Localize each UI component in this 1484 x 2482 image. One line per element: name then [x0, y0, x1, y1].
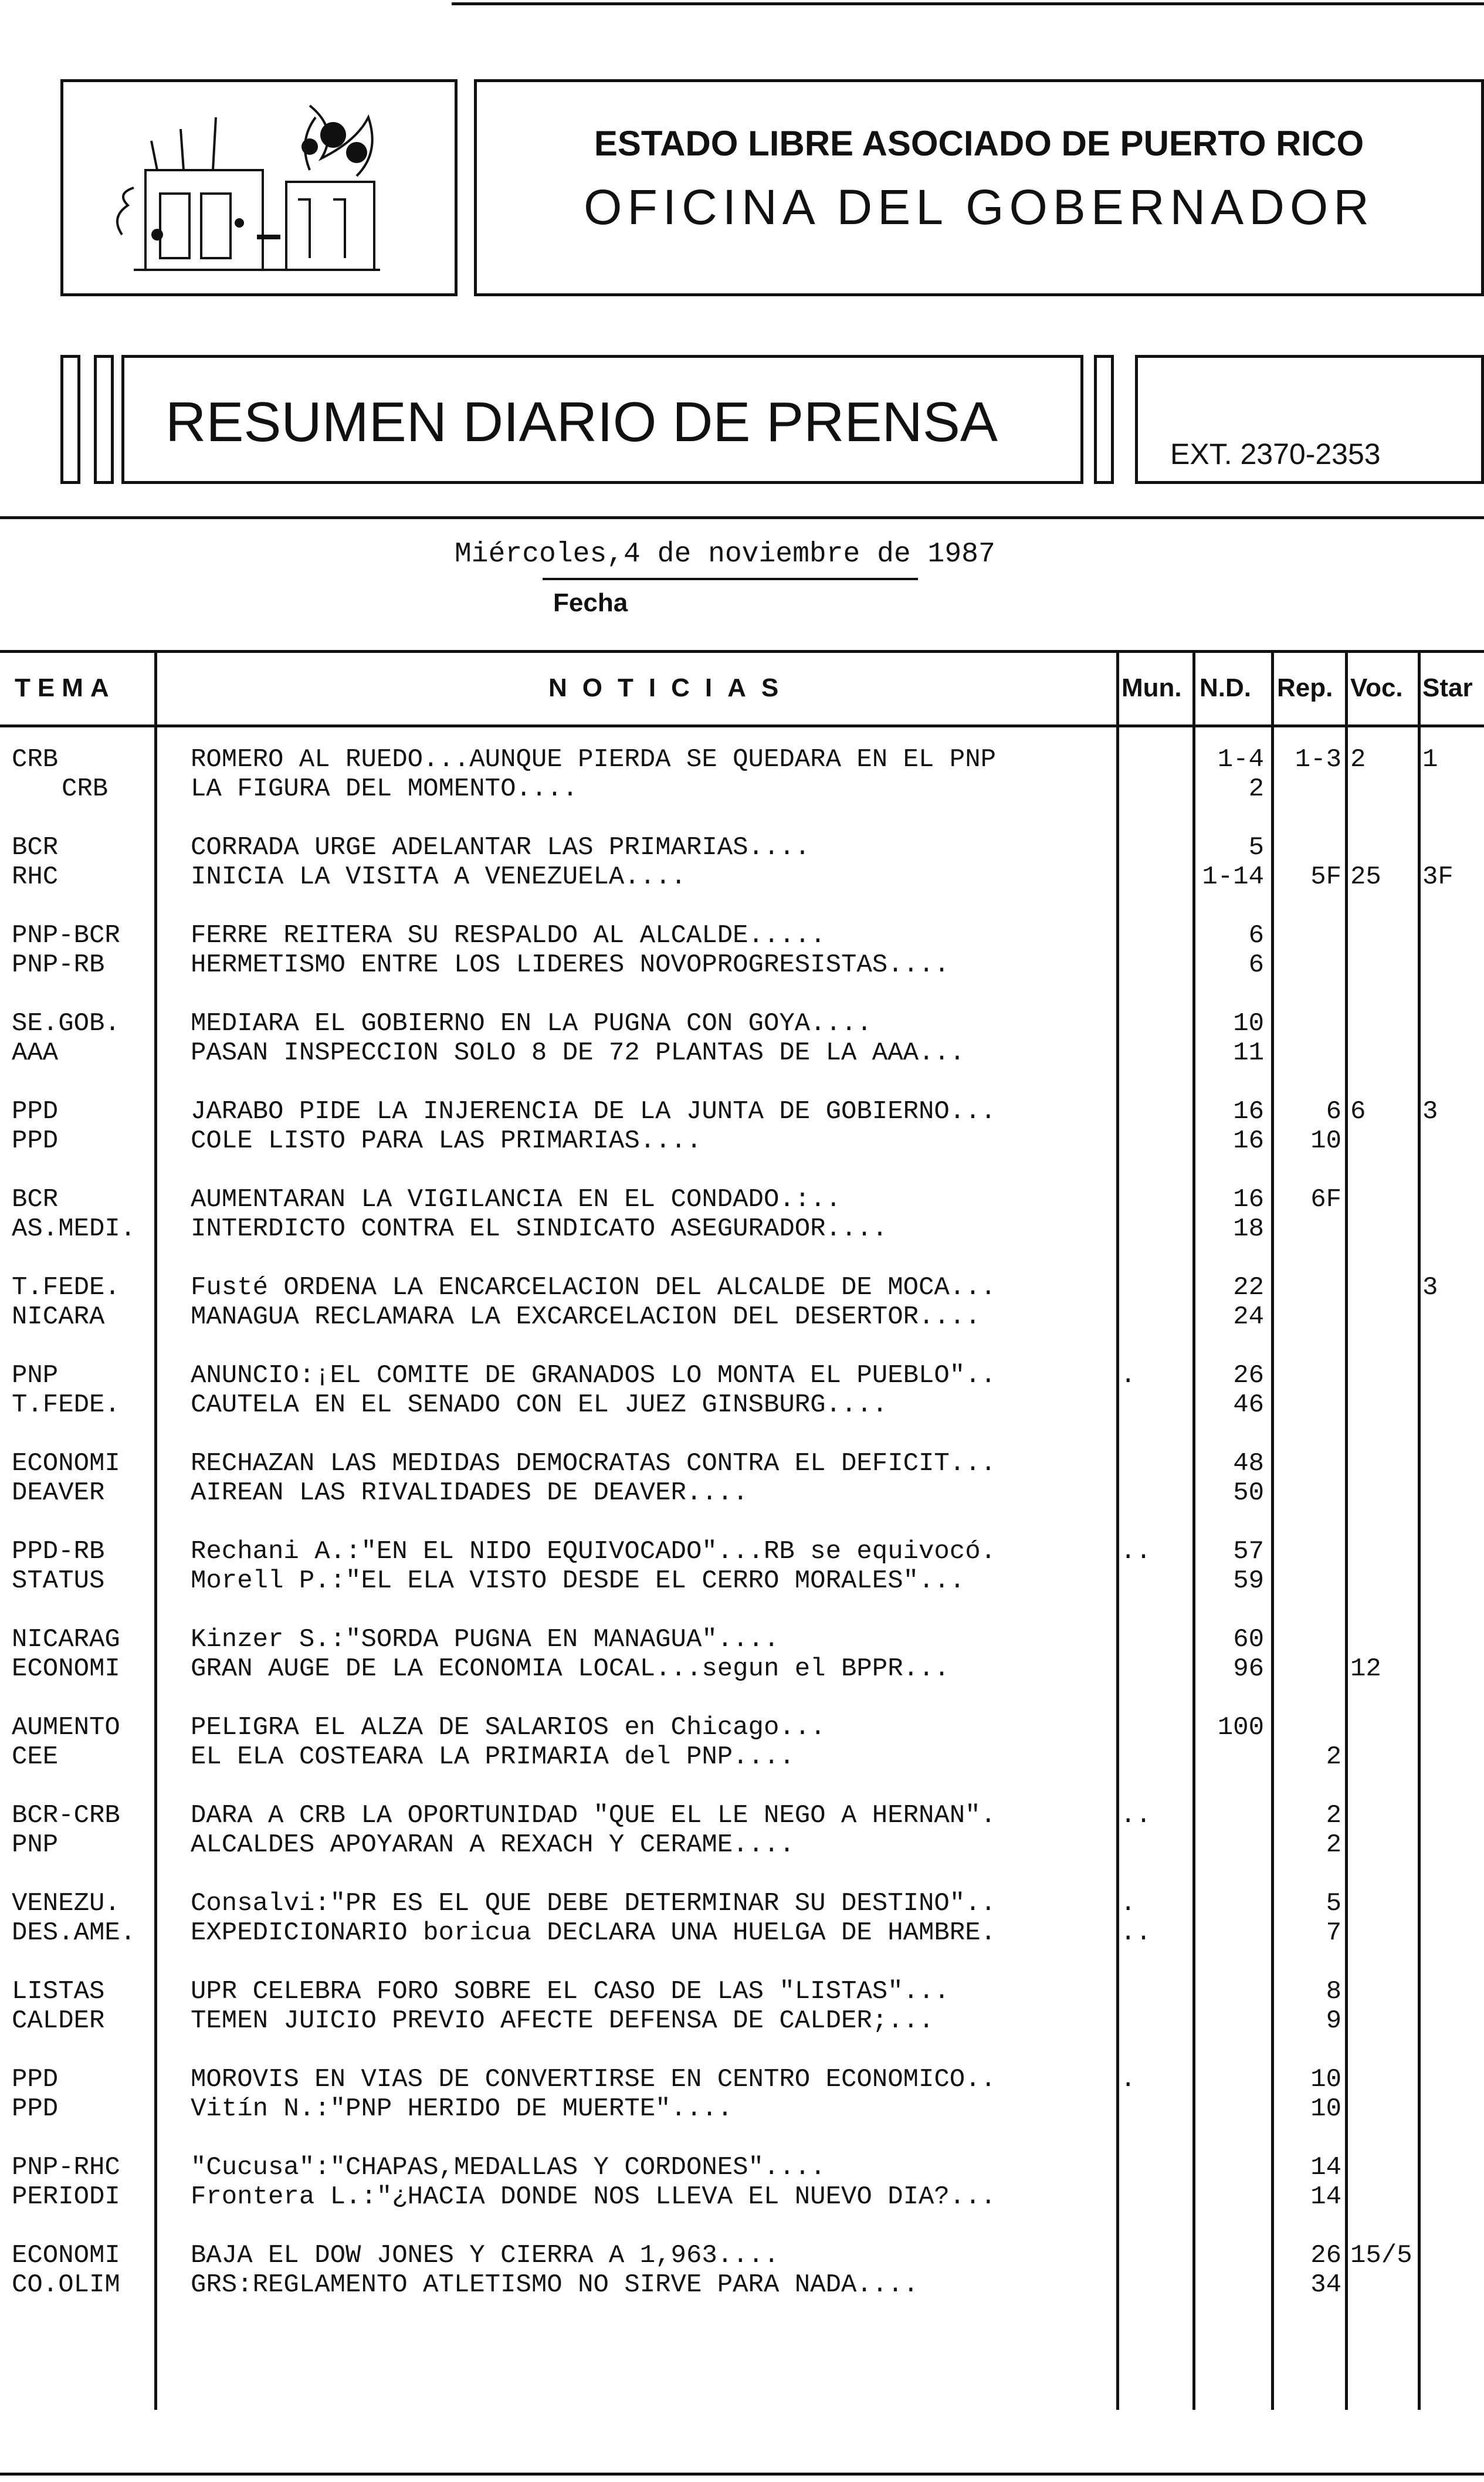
tema-cell: PPD-RB	[12, 1537, 105, 1566]
noticia-cell: ROMERO AL RUEDO...AUNQUE PIERDA SE QUEDARA EN EL PNP	[191, 745, 997, 774]
col-divider-noticias	[1116, 650, 1119, 2410]
logo-box	[60, 79, 458, 296]
fecha-label: Fecha	[553, 588, 628, 617]
noticia-cell: Morell P.:"EL ELA VISTO DESDE EL CERRO MORALES"...	[191, 1566, 965, 1596]
voc-cell: 15/5	[1350, 2241, 1412, 2270]
nd-cell: 16	[1233, 1126, 1264, 1156]
noticia-cell: MANAGUA RECLAMARA LA EXCARCELACION DEL DESERTOR....	[191, 1302, 981, 1332]
noticia-cell: AIREAN LAS RIVALIDADES DE DEAVER....	[191, 1478, 748, 1508]
tema-cell: BCR-CRB	[12, 1801, 120, 1830]
noticia-cell: ANUNCIO:¡EL COMITE DE GRANADOS LO MONTA EL PUEBLO"..	[191, 1361, 997, 1390]
ext-box	[1135, 355, 1484, 484]
noticia-cell: UPR CELEBRA FORO SOBRE EL CASO DE LAS "LISTAS"...	[191, 1977, 950, 2006]
tema-cell: PNP	[12, 1830, 59, 1860]
rep-cell: 8	[1326, 1977, 1341, 2006]
noticia-cell: AUMENTARAN LA VIGILANCIA EN EL CONDADO.:..	[191, 1185, 841, 1214]
nd-cell: 46	[1233, 1390, 1264, 1420]
tema-cell: NICARAG	[12, 1625, 120, 1654]
noticia-cell: Kinzer S.:"SORDA PUGNA EN MANAGUA"....	[191, 1625, 780, 1654]
header-star: Star	[1422, 673, 1473, 702]
noticia-cell: GRAN AUGE DE LA ECONOMIA LOCAL...segun el BPPR...	[191, 1654, 950, 1684]
rep-cell: 2	[1326, 1742, 1341, 1772]
noticia-cell: GRS:REGLAMENTO ATLETISMO NO SIRVE PARA NADA....	[191, 2270, 919, 2300]
rep-cell: 34	[1310, 2270, 1341, 2300]
noticia-cell: Fusté ORDENA LA ENCARCELACION DEL ALCALDE DE MOCA...	[191, 1273, 997, 1302]
tema-cell: PNP-RB	[12, 950, 105, 980]
mun-cell: ..	[1120, 1918, 1151, 1948]
estado-heading: ESTADO LIBRE ASOCIADO DE PUERTO RICO	[594, 124, 1364, 163]
banner-bar-left-1	[60, 355, 80, 484]
tema-cell: PPD	[12, 2065, 59, 2094]
nd-cell: 57	[1233, 1537, 1264, 1566]
header-noticias: NOTICIAS	[548, 673, 794, 702]
table-top-rule	[0, 650, 1484, 653]
tema-cell: AAA	[12, 1038, 59, 1068]
tema-cell: NICARA	[12, 1302, 105, 1332]
noticia-cell: HERMETISMO ENTRE LOS LIDERES NOVOPROGRESISTAS....	[191, 950, 950, 980]
tema-cell: AS.MEDI.	[12, 1214, 136, 1244]
voc-cell: 6	[1350, 1097, 1366, 1126]
rep-cell: 14	[1310, 2153, 1341, 2182]
noticia-cell: DARA A CRB LA OPORTUNIDAD "QUE EL LE NEGO A HERNAN".	[191, 1801, 997, 1830]
table-header-rule	[0, 724, 1484, 727]
tema-cell: DES.AME.	[12, 1918, 136, 1948]
col-divider-mun	[1192, 650, 1195, 2410]
tema-cell: BCR	[12, 1185, 59, 1214]
tema-cell: RHC	[12, 862, 59, 892]
noticia-cell: EXPEDICIONARIO boricua DECLARA UNA HUELGA DE HAMBRE.	[191, 1918, 997, 1948]
voc-cell: 25	[1350, 862, 1381, 892]
tema-cell: STATUS	[12, 1566, 105, 1596]
noticia-cell: COLE LISTO PARA LAS PRIMARIAS....	[191, 1126, 702, 1156]
ext-label: EXT. 2370-2353	[1170, 438, 1381, 470]
tema-cell: ECONOMI	[12, 2241, 120, 2270]
nd-cell: 5	[1248, 833, 1264, 862]
mun-cell: .	[1120, 1361, 1136, 1390]
nd-cell: 60	[1233, 1625, 1264, 1654]
banner-bar-left-2	[94, 355, 114, 484]
tema-cell: PPD	[12, 1097, 59, 1126]
tema-cell: CEE	[12, 1742, 59, 1772]
tema-cell: DEAVER	[12, 1478, 105, 1508]
tema-cell: T.FEDE.	[12, 1273, 120, 1302]
noticia-cell: MEDIARA EL GOBIERNO EN LA PUGNA CON GOYA....	[191, 1009, 872, 1038]
nd-cell: 48	[1233, 1449, 1264, 1478]
noticia-cell: LA FIGURA DEL MOMENTO....	[191, 774, 578, 804]
nd-cell: 100	[1217, 1713, 1264, 1742]
noticia-cell: Consalvi:"PR ES EL QUE DEBE DETERMINAR SU DESTINO"..	[191, 1889, 997, 1918]
star-cell: 3	[1422, 1097, 1438, 1126]
rep-cell: 14	[1310, 2182, 1341, 2212]
rep-cell: 5F	[1310, 862, 1341, 892]
noticia-cell: EL ELA COSTEARA LA PRIMARIA del PNP....	[191, 1742, 795, 1772]
star-cell: 1	[1422, 745, 1438, 774]
col-divider-voc	[1418, 650, 1421, 2410]
noticia-cell: FERRE REITERA SU RESPALDO AL ALCALDE.....	[191, 921, 826, 950]
header-tema: TEMA	[15, 673, 116, 702]
fecha-underline	[543, 578, 918, 580]
nd-cell: 24	[1233, 1302, 1264, 1332]
noticia-cell: Vitín N.:"PNP HERIDO DE MUERTE"....	[191, 2094, 733, 2124]
tema-cell: LISTAS	[12, 1977, 105, 2006]
noticia-cell: RECHAZAN LAS MEDIDAS DEMOCRATAS CONTRA EL DEFICIT...	[191, 1449, 997, 1478]
rep-cell: 10	[1310, 2065, 1341, 2094]
col-divider-nd	[1271, 650, 1274, 2410]
header-rule	[0, 516, 1484, 519]
rep-cell: 2	[1326, 1830, 1341, 1860]
resumen-heading: RESUMEN DIARIO DE PRENSA	[165, 391, 998, 453]
mun-cell: ..	[1120, 1801, 1151, 1830]
rep-cell: 6	[1326, 1097, 1341, 1126]
nd-cell: 2	[1248, 774, 1264, 804]
tema-cell: PNP-BCR	[12, 921, 120, 950]
nd-cell: 10	[1233, 1009, 1264, 1038]
nd-cell: 1-14	[1202, 862, 1264, 892]
col-divider-rep	[1345, 650, 1348, 2410]
noticia-cell: JARABO PIDE LA INJERENCIA DE LA JUNTA DE GOBIERNO...	[191, 1097, 997, 1126]
nd-cell: 22	[1233, 1273, 1264, 1302]
title-box	[474, 79, 1484, 296]
rep-cell: 10	[1310, 2094, 1341, 2124]
top-rule	[452, 2, 1484, 5]
noticia-cell: MOROVIS EN VIAS DE CONVERTIRSE EN CENTRO ECONOMICO..	[191, 2065, 997, 2094]
noticia-cell: PELIGRA EL ALZA DE SALARIOS en Chicago...	[191, 1713, 826, 1742]
tema-cell: PPD	[12, 1126, 59, 1156]
tema-cell: PERIODI	[12, 2182, 120, 2212]
tema-cell: CO.OLIM	[12, 2270, 120, 2300]
noticia-cell: CAUTELA EN EL SENADO CON EL JUEZ GINSBURG....	[191, 1390, 888, 1420]
nd-cell: 6	[1248, 950, 1264, 980]
oficina-heading: OFICINA DEL GOBERNADOR	[584, 180, 1374, 235]
nd-cell: 11	[1233, 1038, 1264, 1068]
nd-cell: 26	[1233, 1361, 1264, 1390]
mun-cell: ..	[1120, 1537, 1151, 1566]
rep-cell: 7	[1326, 1918, 1341, 1948]
voc-cell: 2	[1350, 745, 1366, 774]
nd-cell: 1-4	[1217, 745, 1264, 774]
header-rep: Rep.	[1277, 673, 1333, 702]
tema-cell: ECONOMI	[12, 1449, 120, 1478]
nd-cell: 50	[1233, 1478, 1264, 1508]
noticia-cell: TEMEN JUICIO PREVIO AFECTE DEFENSA DE CALDER;...	[191, 2006, 934, 2036]
mun-cell: .	[1120, 2065, 1136, 2094]
nd-cell: 16	[1233, 1097, 1264, 1126]
nd-cell: 96	[1233, 1654, 1264, 1684]
fecha-value: Miércoles,4 de noviembre de 1987	[455, 539, 995, 570]
rep-cell: 10	[1310, 1126, 1341, 1156]
table-bottom-rule	[0, 2473, 1484, 2476]
tema-cell: PNP	[12, 1361, 59, 1390]
nd-cell: 59	[1233, 1566, 1264, 1596]
tema-cell: VENEZU.	[12, 1889, 120, 1918]
tema-cell: ECONOMI	[12, 1654, 120, 1684]
noticia-cell: INTERDICTO CONTRA EL SINDICATO ASEGURADOR....	[191, 1214, 888, 1244]
tema-cell: CRB	[62, 774, 109, 804]
fortaleza-logo	[63, 82, 455, 293]
header-voc: Voc.	[1350, 673, 1403, 702]
noticia-cell: INICIA LA VISITA A VENEZUELA....	[191, 862, 686, 892]
rep-cell: 1-3	[1295, 745, 1341, 774]
noticia-cell: BAJA EL DOW JONES Y CIERRA A 1,963....	[191, 2241, 780, 2270]
tema-cell: T.FEDE.	[12, 1390, 120, 1420]
tema-cell: CALDER	[12, 2006, 105, 2036]
rep-cell: 6F	[1310, 1185, 1341, 1214]
header-nd: N.D.	[1200, 673, 1251, 702]
tema-cell: SE.GOB.	[12, 1009, 120, 1038]
noticia-cell: CORRADA URGE ADELANTAR LAS PRIMARIAS....	[191, 833, 811, 862]
nd-cell: 16	[1233, 1185, 1264, 1214]
col-divider-tema	[154, 650, 157, 2410]
noticia-cell: Rechani A.:"EN EL NIDO EQUIVOCADO"...RB se equivocó.	[191, 1537, 997, 1566]
noticia-cell: ALCALDES APOYARAN A REXACH Y CERAME....	[191, 1830, 795, 1860]
nd-cell: 18	[1233, 1214, 1264, 1244]
rep-cell: 9	[1326, 2006, 1341, 2036]
tema-cell: PPD	[12, 2094, 59, 2124]
star-cell: 3F	[1422, 862, 1453, 892]
star-cell: 3	[1422, 1273, 1438, 1302]
noticia-cell: PASAN INSPECCION SOLO 8 DE 72 PLANTAS DE LA AAA...	[191, 1038, 965, 1068]
rep-cell: 5	[1326, 1889, 1341, 1918]
tema-cell: BCR	[12, 833, 59, 862]
tema-cell: AUMENTO	[12, 1713, 120, 1742]
mun-cell: .	[1120, 1889, 1136, 1918]
tema-cell: CRB	[12, 745, 59, 774]
nd-cell: 6	[1248, 921, 1264, 950]
resumen-box	[121, 355, 1083, 484]
voc-cell: 12	[1350, 1654, 1381, 1684]
header-mun: Mun.	[1122, 673, 1182, 702]
tema-cell: PNP-RHC	[12, 2153, 120, 2182]
noticia-cell: "Cucusa":"CHAPAS,MEDALLAS Y CORDONES"....	[191, 2153, 826, 2182]
banner-bar-right	[1094, 355, 1114, 484]
rep-cell: 2	[1326, 1801, 1341, 1830]
rep-cell: 26	[1310, 2241, 1341, 2270]
noticia-cell: Frontera L.:"¿HACIA DONDE NOS LLEVA EL NUEVO DIA?...	[191, 2182, 997, 2212]
